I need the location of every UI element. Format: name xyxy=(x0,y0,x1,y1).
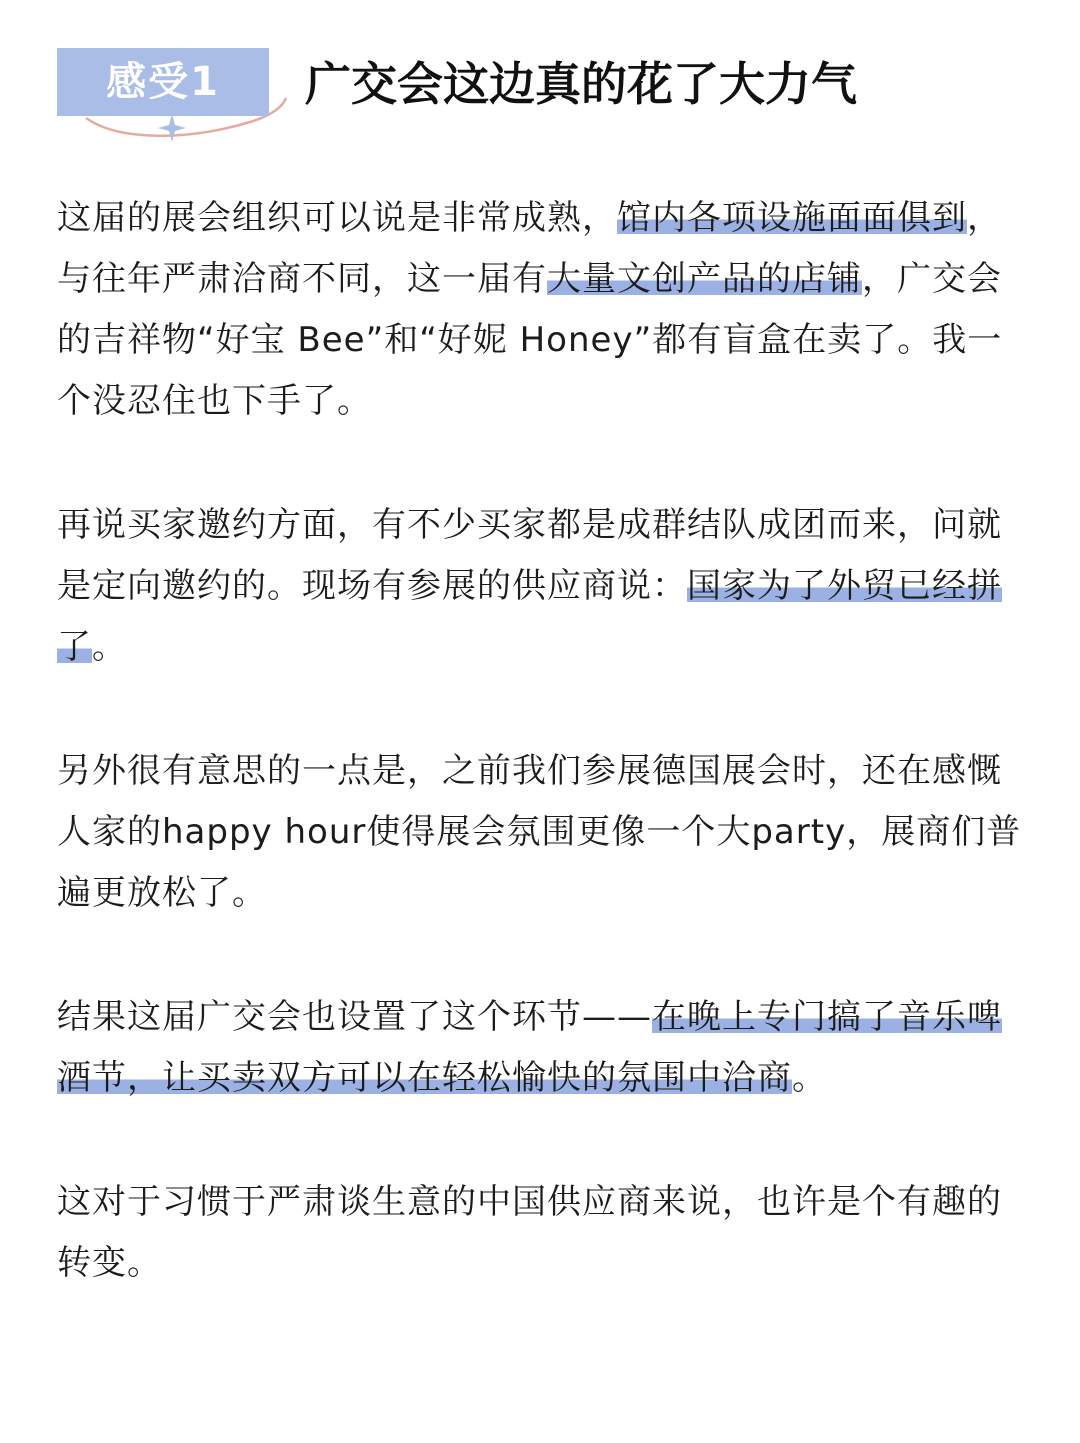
paragraph-text: 结果这届广交会也设置了这个环节—— xyxy=(57,997,652,1037)
paragraph xyxy=(57,741,1027,924)
paragraph-text: 另外很有意思的一点是，之前我们参展德国展会时，还在感慨人家的happy hour使得展会氛围更像一个大party，展商们普遍更放松了。 xyxy=(57,751,1022,913)
paragraph-text: 再说买家邀约方面，有不少买家都是成群结队成团而来，问就是定向邀约的。现场有参展的供应商说： xyxy=(57,505,1002,606)
article-body xyxy=(57,188,1027,1294)
section-badge: 感受1 xyxy=(106,59,220,105)
paragraph-text: 。 xyxy=(92,627,127,667)
paragraph-text: 这届的展会组织可以说是非常成熟， xyxy=(57,198,617,238)
paragraph xyxy=(57,188,1027,432)
paragraph xyxy=(57,1172,1027,1294)
highlighted-text: 在晚上专门搞了音乐啤酒节，让买卖双方可以在轻松愉快的氛围中洽商 xyxy=(57,997,1002,1098)
highlighted-text: 国家为了外贸已经拼了 xyxy=(57,566,1002,667)
paragraph-text: ，与往年严肃洽商不同，这一届有 xyxy=(57,198,1002,299)
paragraph-text: ，广交会的吉祥物“好宝 Bee”和“好妮 Honey”都有盲盒在卖了。我一个没忍住也下手了。 xyxy=(57,259,1003,421)
highlighted-text: 馆内各项设施面面俱到 xyxy=(617,198,967,238)
section-header xyxy=(0,0,1080,150)
section-title: 广交会这边真的花了大力气 xyxy=(305,57,857,111)
highlighted-text: 大量文创产品的店铺 xyxy=(547,259,862,299)
paragraph xyxy=(57,495,1027,678)
paragraph-text: 这对于习惯于严肃谈生意的中国供应商来说，也许是个有趣的转变。 xyxy=(57,1182,1002,1283)
paragraph-text: 。 xyxy=(792,1058,827,1098)
sparkle-icon xyxy=(158,114,186,142)
paragraph xyxy=(57,987,1027,1109)
